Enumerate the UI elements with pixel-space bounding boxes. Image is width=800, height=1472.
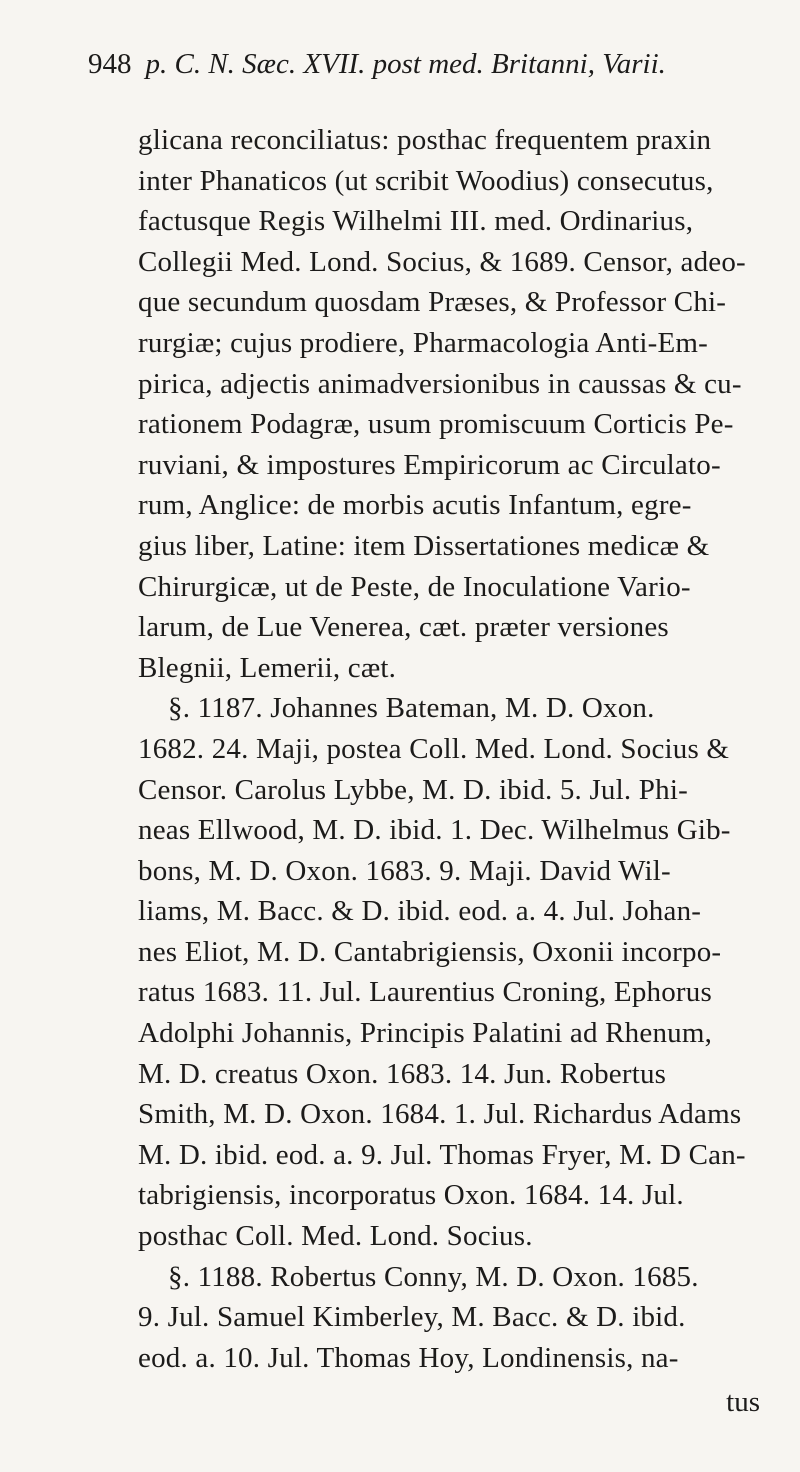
text-line: tabrigiensis, incorporatus Oxon. 1684. 14. Jul. <box>138 1179 684 1212</box>
text-line: glicana reconciliatus: posthac frequentem praxin <box>138 124 712 156</box>
text-line: que secundum quosdam Præses, & Professor Chi- <box>138 286 727 319</box>
text-line: M. D. creatus Oxon. 1683. 14. Jun. Robertus <box>138 1057 667 1090</box>
text-line: larum, de Lue Venerea, cæt. præter versiones <box>138 611 669 644</box>
text-line: 1682. 24. Maji, postea Coll. Med. Lond. Socius & <box>138 732 730 765</box>
text-line: liams, M. Bacc. & D. ibid. eod. a. 4. Jul. Johan- <box>138 895 702 928</box>
text-line: Smith, M. D. Oxon. 1684. 1. Jul. Richardus Adams <box>138 1098 742 1131</box>
text-line: rurgiæ; cujus prodiere, Pharmacologia Anti-Em- <box>138 326 709 359</box>
text-line: rum, Anglice: de morbis acutis Infantum, egre- <box>138 489 692 522</box>
text-line: bons, M. D. Oxon. 1683. 9. Maji. David Wil- <box>138 854 671 887</box>
text-line: rationem Podagræ, usum promiscuum Corticis Pe- <box>138 408 734 441</box>
running-head-title: p. C. N. Sæc. XVII. post med. Britanni, Varii. <box>145 48 666 80</box>
text-line: Adolphi Johannis, Principis Palatini ad Rhenum, <box>138 1017 713 1050</box>
text-line: Censor. Carolus Lybbe, M. D. ibid. 5. Jul. Phi- <box>138 773 688 806</box>
text-line: inter Phanaticos (ut scribit Woodius) consecutus, <box>138 164 714 197</box>
body-text <box>138 120 773 1378</box>
text-line: pirica, adjectis animadversionibus in caussas & cu- <box>138 367 742 400</box>
text-line: posthac Coll. Med. Lond. Socius. <box>138 1220 533 1253</box>
catchword: tus <box>726 1386 760 1418</box>
text-line: Collegii Med. Lond. Socius, & 1689. Censor, adeo- <box>138 245 746 278</box>
section-1188-start: §. 1188. Robertus Conny, M. D. Oxon. 1685. <box>168 1260 699 1293</box>
text-line: M. D. ibid. eod. a. 9. Jul. Thomas Fryer, M. D Can- <box>138 1138 746 1171</box>
text-line: eod. a. 10. Jul. Thomas Hoy, Londinensis, na- <box>138 1341 679 1374</box>
text-line: nes Eliot, M. D. Cantabrigiensis, Oxonii incorpo- <box>138 935 722 968</box>
text-line: factusque Regis Wilhelmi III. med. Ordinarius, <box>138 205 694 238</box>
running-head <box>88 46 748 82</box>
section-1187-start: §. 1187. Johannes Bateman, M. D. Oxon. <box>168 692 655 725</box>
text-line: Chirurgicæ, ut de Peste, de Inoculatione Vario- <box>138 570 691 603</box>
text-line: ratus 1683. 11. Jul. Laurentius Croning, Ephorus <box>138 976 712 1009</box>
text-line: Blegnii, Lemerii, cæt. <box>138 651 397 684</box>
text-line: 9. Jul. Samuel Kimberley, M. Bacc. & D. ibid. <box>138 1301 686 1334</box>
page-number: 948 <box>88 48 132 80</box>
text-line: ruviani, & impostures Empiricorum ac Circulato- <box>138 448 721 481</box>
text-line: neas Ellwood, M. D. ibid. 1. Dec. Wilhelmus Gib- <box>138 814 731 847</box>
text-line: gius liber, Latine: item Dissertationes medicæ & <box>138 529 710 562</box>
